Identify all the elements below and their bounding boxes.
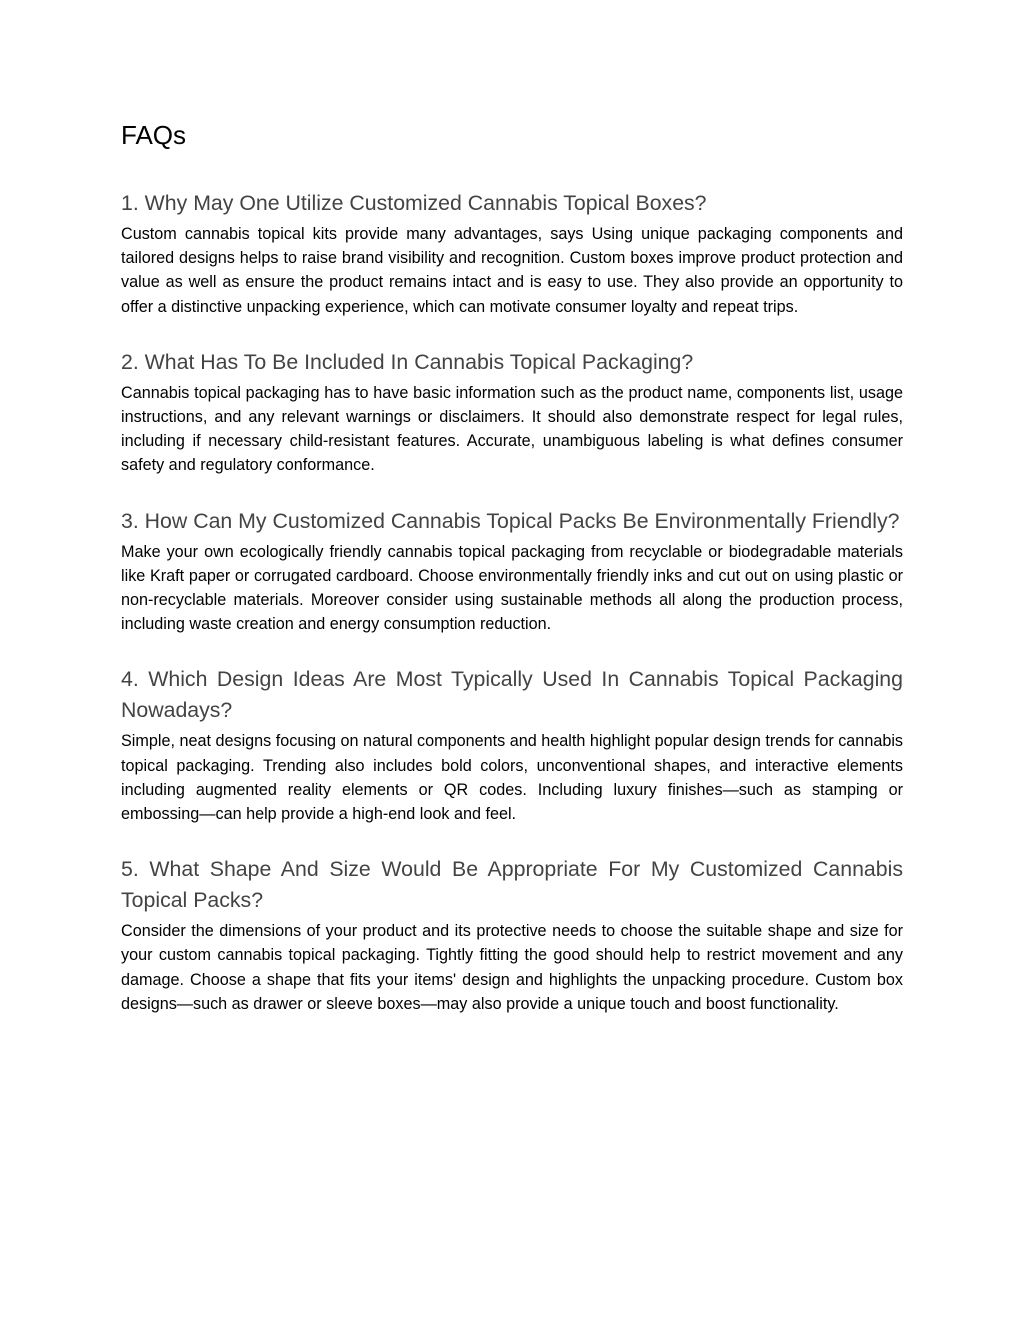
faq-item-4 [121,664,903,826]
faq-item-2 [121,347,903,478]
faq-item-5 [121,854,903,1016]
faq-question: 1. Why May One Utilize Customized Cannabis Topical Boxes? [121,191,707,215]
faq-item-3 [121,506,903,637]
faq-answer: Make your own ecologically friendly cannabis topical packaging from recyclable or biodegradable materials like Kraft paper or corrugated cardboard. Choose environmentally friendly inks and cut out on using plastic or non-recyclable materials. Moreover consider using sustainable methods all along the production process, including waste creation and energy consumption reduction. [121,542,903,634]
page-title: FAQs [121,120,187,150]
faq-answer: Custom cannabis topical kits provide many advantages, says Using unique packaging components and tailored designs helps to raise brand visibility and recognition. Custom boxes improve product protection and value as well as ensure the product remains intact and is easy to use. They also provide an opportunity to offer a distinctive unpacking experience, which can motivate consumer loyalty and repeat trips. [121,225,903,316]
faq-question: 4. Which Design Ideas Are Most Typically Used In Cannabis Topical Packaging Nowadays? [121,667,903,723]
document-page [121,118,903,1044]
faq-question: 3. How Can My Customized Cannabis Topical Packs Be Environmentally Friendly? [121,508,900,533]
faq-answer: Simple, neat designs focusing on natural components and health highlight popular design trends for cannabis topical packaging. Trending also includes bold colors, unconventional shapes, and interactive elements including augmented reality elements or QR codes. Including luxury finishes—such as stamping or embossing—can help provide a high-end look and feel. [121,732,904,824]
faq-item-1 [121,188,903,319]
faq-answer: Cannabis topical packaging has to have basic information such as the product name, components list, usage instructions, and any relevant warnings or disclaimers. It should also demonstrate respect for legal rules, including if necessary child-resistant features. Accurate, unambiguous labeling is what defines consumer safety and regulatory conformance. [121,383,903,475]
faq-question: 2. What Has To Be Included In Cannabis Topical Packaging? [121,349,694,374]
faq-answer: Consider the dimensions of your product and its protective needs to choose the suitable shape and size for your custom cannabis topical packaging. Tightly fitting the good should help to restrict movement and any damage. Choose a shape that fits your items' design and highlights the unpacking procedure. Custom box designs—such as drawer or sleeve boxes—may also provide a unique touch and boost functionality. [121,922,903,1013]
faq-question: 5. What Shape And Size Would Be Appropriate For My Customized Cannabis Topical Packs? [121,857,903,913]
